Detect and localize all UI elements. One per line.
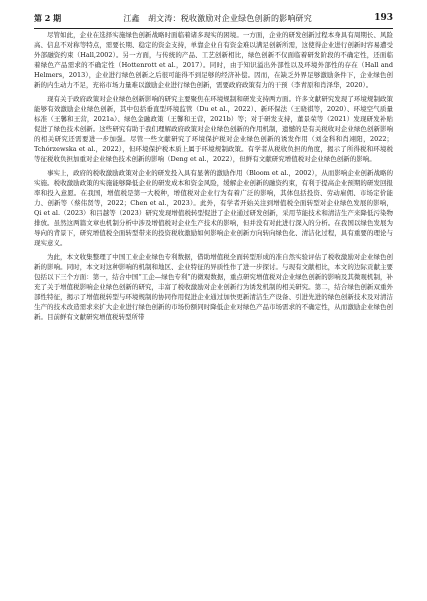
body-text xyxy=(34,30,393,589)
paragraph: 事实上，政府的税收激励政策对企业的研发投入具有显著的激励作用（Bloom et al.，2002），从而影响企业创新战略的实施。税收激励政策的实施能够降低企业的研发成本和资金风险，缓解企业创新的融资约束，有利于提高企业预期的研发回报率和投入意愿。在我国，增值税是第一大税种，增值税对企业行为有着广泛的影响，其体包括投资、劳动雇佣、市场定价能力、创新等（蔡伟贤等，2022；Chen et al.，2023）。此外，有学者开始关注到增值税全面转型对企业绿色发展的影响，Qi et al.（2023）和吕越等（2023）研究发现增值税转型促进了企业通过研发创新，采用节能技术和清洁生产来降低污染物排放。虽然这两篇文章也机制分析中涉及增值税对企业生产技术的影响，但并没有对此进行深入的分析。在我国以绿色发展为导向的背景下，研究增值税全面转型带来的投资税收激励如何影响企业创新方向转向绿色化、清洁化过程，具有重要的理论与现实意义。 xyxy=(34,169,393,247)
running-title: 江鑫 胡文涛：税收激励对企业绿色创新的影响研究 xyxy=(123,13,312,23)
page-header xyxy=(34,10,393,29)
issue-label: 第 2 期 xyxy=(34,12,62,23)
paragraph: 现有关于政府政策对企业绿色创新影响的研究主要聚焦在环境规制和研发支持两方面。许多文献研究发现了环境规制政策能够有效激励企业绿色创新，其中包括垂直型环境监管（Du et al.，2022）、新环保法（王晓祺等，2020）、环境空气质量标准（王馨和王营，2021a）、绿色金融政策（王馨和王营，2021b）等；对于研发支持，董景荣等（2021）发现研发补贴促进了绿色技术创新。这些研究有助于我们理解政府政策对企业绿色创新的作用机制，遗憾的是有关税收对企业绿色创新影响的相关研究还需要进一步加强。尽管一些文献研究了环境保护税对企业绿色创新的诱发作用（刘金科和肖翊阳，2022；Tchórzewska et al.，2022），但环境保护税本质上属于环境规制政策。有学者从税收负担的角度，揭示了所得税和环境税等征税收负担加重对企业绿色技术创新的影响（Deng et al.，2022），但鲜有文献研究增值税对企业绿色创新的影响。 xyxy=(34,95,393,163)
paragraph: 尽管如此，企业在选择实施绿色创新战略时面临着诸多现实的困境。一方面，企业的研发创新过程本身具有周期长、风险高、信息不对称等特点，需要长期、稳定的资金支持，单靠企业自有资金难以满足创新所需，这使得企业进行创新时容易遭受外部融资约束（Hall,2002）。另一方面，与传统的产品、工艺创新相比，绿色创新不仅面临着研发阶段的不确定性，还面临着绿色产品需求的不确定性（Hottenrott et al.，2017）。同时，由于知识溢出外部性以及环境外部性的存在（Hall and Helmers，2013），企业进行绿色创新之后很可能得不到足够的经济补偿。因而，在缺乏外界足够激励条件下，企业绿色创新的内生动力不足，充裕市场力量难以激励企业进行绿色创新，需要政府政策有力的干预（李青原和肖泽华，2020）。 xyxy=(34,31,393,89)
paragraph: 为此，本文收集整理了中国工业企业绿色专利数据，借助增值税全面转型形成的准自然实验评估了税收激励对企业绿色创新的影响。同时，本文对这种影响的机制和地区、企业特征的异质性作了进一步探讨。与现有文献相比，本文的边际贡献主要包括以下三个方面：第一，结合中国“工企—绿色专利”的微观数据，重点研究增值税对企业绿色创新的影响及其微观机制，补充了关于增值税影响企业绿色创新的研究，丰富了税收激励对企业创新行为诱发机制的相关研究。第二，结合绿色创新双重外部性特征，揭示了增值税转型与环境规制的协同作用促进企业通过加快更新清洁生产设备、引进先进的绿色创新技术及对清洁生产的技术改造需求来扩大企业进行绿色创新的市场份额同时降低企业对绿色产品市场需求的不确定性，从而激励企业绿色创新。目前鲜有文献研究增值税转型所带 xyxy=(34,253,393,321)
page-number: 193 xyxy=(374,13,393,23)
